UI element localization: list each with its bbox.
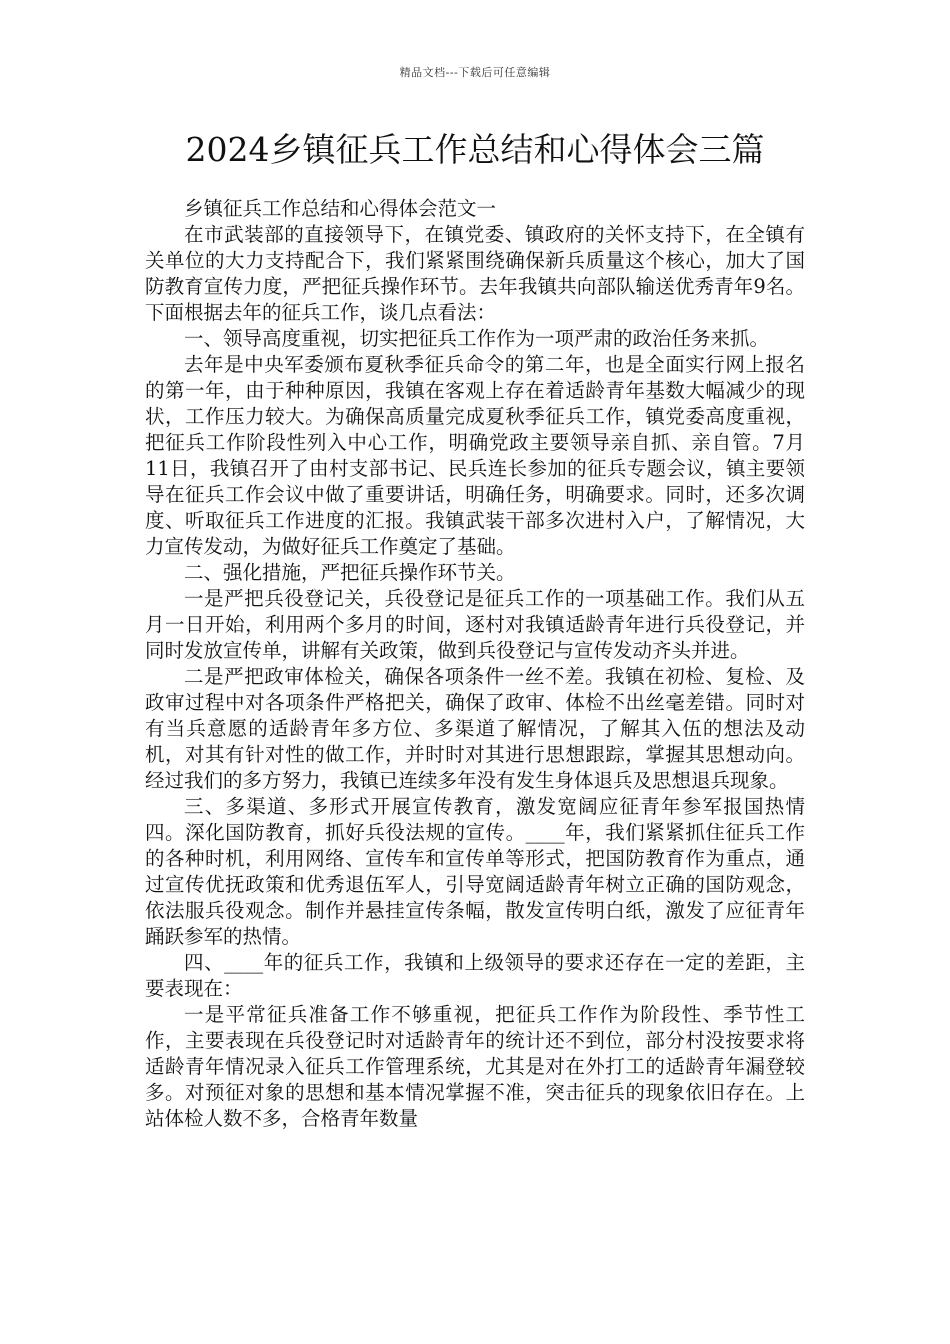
paragraph: 在市武装部的直接领导下，在镇党委、镇政府的关怀支持下，在全镇有关单位的大力支持配合下，我们紧紧围绕确保新兵质量这个核心，加大了国防教育宣传力度，严把征兵操作环节。去年我镇共向部队输送优秀青年9名。下面根据去年的征兵工作，谈几点看法： xyxy=(145,223,805,324)
section-heading: 乡镇征兵工作总结和心得体会范文一 xyxy=(184,197,497,220)
paragraph: 二、强化措施，严把征兵操作环节关。 xyxy=(184,561,516,584)
header-note: 精品文档---下载后可任意编辑 xyxy=(399,66,551,79)
paragraph: 四、____年的征兵工作，我镇和上级领导的要求还存在一定的差距，主要表现在： xyxy=(145,951,805,1000)
document-title: 2024乡镇征兵工作总结和心得体会三篇 xyxy=(185,130,765,169)
paragraph: 一是严把兵役登记关，兵役登记是征兵工作的一项基础工作。我们从五月一日开始，利用两个多月的时间，逐村对我镇适龄青年进行兵役登记，并同时发放宣传单，讲解有关政策，做到兵役登记与宣传发动齐头并进。 xyxy=(145,587,805,662)
paragraph: 一是平常征兵准备工作不够重视，把征兵工作作为阶段性、季节性工作，主要表现在兵役登记时对适龄青年的统计还不到位，部分村没按要求将适龄青年情况录入征兵工作管理系统，尤其是对在外打工的适龄青年漏登较多。对预征对象的思想和基本情况掌握不准，突击征兵的现象依旧存在。上站体检人数不多，合格青年数量 xyxy=(145,1003,805,1130)
paragraph: 去年是中央军委颁布夏秋季征兵命令的第二年，也是全面实行网上报名的第一年，由于种种原因，我镇在客观上存在着适龄青年基数大幅减少的现状，工作压力较大。为确保高质量完成夏秋季征兵工作，镇党委高度重视，把征兵工作阶段性列入中心工作，明确党政主要领导亲自抓、亲自管。7月11日，我镇召开了由村支部书记、民兵连长参加的征兵专题会议，镇主要领导在征兵工作会议中做了重要讲话，明确任务，明确要求。同时，还多次调度、听取征兵工作进度的汇报。我镇武装干部多次进村入户，了解情况，大力宣传发动，为做好征兵工作奠定了基础。 xyxy=(145,353,805,558)
paragraph: 三、多渠道、多形式开展宣传教育，激发宽阔应征青年参军报国热情四。深化国防教育，抓好兵役法规的宣传。____年，我们紧紧抓住征兵工作的各种时机，利用网络、宣传车和宣传单等形式，把国防教育作为重点，通过宣传优抚政策和优秀退伍军人，引导宽阔适龄青年树立正确的国防观念，依法服兵役观念。制作并悬挂宣传条幅，散发宣传明白纸，激发了应征青年踊跃参军的热情。 xyxy=(145,795,805,948)
paragraph: 一、领导高度重视，切实把征兵工作作为一项严肃的政治任务来抓。 xyxy=(184,327,770,350)
document-body xyxy=(145,196,805,1132)
paragraph: 二是严把政审体检关，确保各项条件一丝不差。我镇在初检、复检、及政审过程中对各项条件严格把关，确保了政审、体检不出丝毫差错。同时对有当兵意愿的适龄青年多方位、多渠道了解情况，了解其入伍的想法及动机，对其有针对性的做工作，并时时对其进行思想跟踪，掌握其思想动向。经过我们的多方努力，我镇已连续多年没有发生身体退兵及思想退兵现象。 xyxy=(145,665,805,792)
